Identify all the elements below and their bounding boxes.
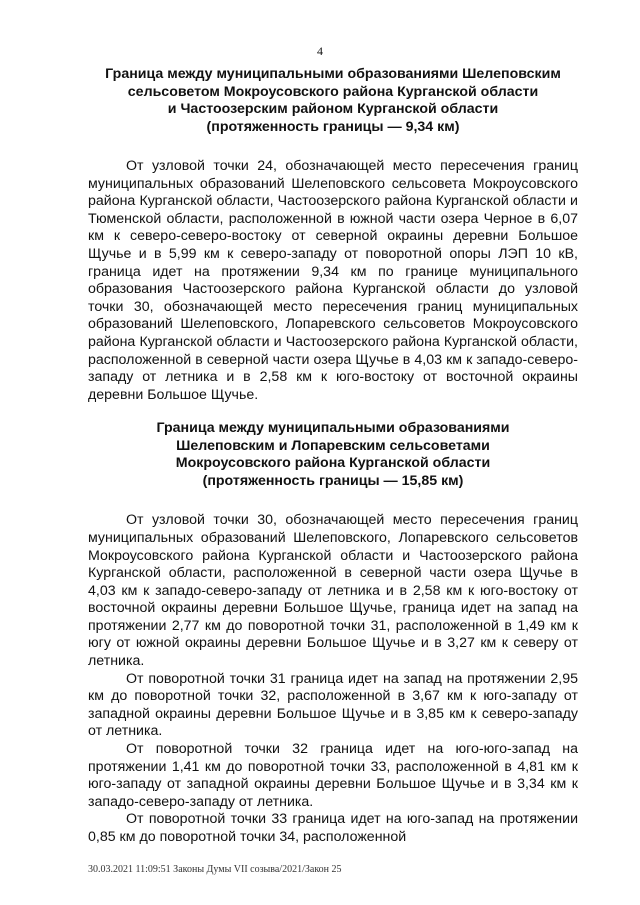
section-heading-line: Граница между муниципальными образованиями Шелеповским [105, 66, 561, 82]
section-heading-line: и Частоозерским районом Курганской области [167, 101, 499, 117]
section-heading-line: Шелеповским и Лопаревским сельсоветами [176, 437, 490, 454]
section-heading-line: (протяженность границы — 9,34 км) [206, 118, 460, 135]
section-heading-line: Граница между муниципальными образованиями [156, 420, 510, 437]
page-content [88, 66, 578, 847]
section-paragraph: От узловой точки 30, обозначающей место пересечения границ муниципальных образований Шелеповского, Лопаревского сельсоветов Мокроусовского района Курганской области и Частоозерского района Курганской области, расположенной в северной части озера Щучье в 4,03 км к западо-северо-западу от летника и в 2,58 км к юго-востоку от восточной окраины деревни Большое Щучье, граница идет на запад на протяжении 2,77 км до поворотной точки 31, расположенной в 1,49 км к югу от южной окраины деревни Большое Щучье и в 3,27 км к северу от летника. [88, 512, 578, 670]
section-heading [88, 420, 578, 490]
section-heading-line: (протяженность границы — 15,85 км) [202, 472, 464, 489]
section-paragraph: От узловой точки 24, обозначающей место пересечения границ муниципальных образований Шелеповского сельсовета Мокроусовского района Курганской области, Частоозерского района Курганской области и Тюменской области, расположенной в южной части озера Черное в 6,07 км к северо-северо-востоку от северной окраины деревни Большое Щучье и в 5,99 км к северо-западу от поворотной опоры ЛЭП 10 кВ, граница идет на протяжении 9,34 км по границе муниципального образования Частоозерского района Курганской области до узловой точки 30, обозначающей место пересечения границ муниципальных образований Шелеповского, Лопаревского сельсоветов Мокроусовского района Курганской области и Частоозерского района Курганской области, расположенной в северной части озера Щучье в 4,03 км к западо-северо-западу от летника и в 2,58 км к юго-востоку от восточной окраины деревни Большое Щучье. [88, 158, 578, 403]
section-paragraph: От поворотной точки 31 граница идет на запад на протяжении 2,95 км до поворотной точки 32, расположенной в 3,67 км к юго-западу от западной окраины деревни Большое Щучье и в 3,85 км к северо-западу от летника. [88, 670, 578, 740]
section-heading [88, 66, 578, 136]
document-footer: 30.03.2021 11:09:51 Законы Думы VII созыва/2021/Закон 25 [88, 864, 342, 875]
section-paragraph: От поворотной точки 33 граница идет на юго-запад на протяжении 0,85 км до поворотной точки 34, расположенной [88, 811, 578, 845]
page-number: 4 [317, 44, 323, 58]
section-heading-line: Мокроусовского района Курганской области [175, 455, 491, 472]
section-paragraph: От поворотной точки 32 граница идет на юго-юго-запад на протяжении 1,41 км до поворотной точки 33, расположенной в 4,81 км к юго-западу от западной окраины деревни Большое Щучье и в 3,34 км к западо-северо-западу от летника. [88, 741, 578, 810]
section-heading-line: сельсоветом Мокроусовского района Курганской области [127, 83, 539, 100]
